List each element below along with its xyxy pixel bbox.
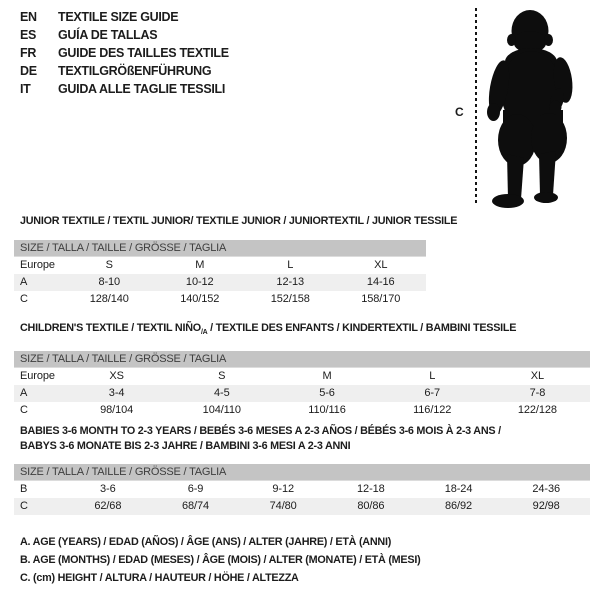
table-cell: S [105,258,113,271]
table-cell: 152/158 [270,292,310,305]
language-row-es [20,26,229,44]
children-table-row [14,385,590,402]
table-cell: 9-12 [272,483,294,495]
babies-table-row [14,481,590,498]
title-text: BABIES 3-6 MONTH TO 2-3 YEARS / BEBÉS 3-6 MESES A 2-3 AÑOS / BÉBÉS 3-6 MOIS À 2-3 ANS / [20,425,501,437]
legend-note-c: C. (cm) HEIGHT / ALTURA / HAUTEUR / HÖHE / ALTEZZA [20,572,299,584]
row-label: C [20,403,28,416]
junior-size-header-bar: SIZE / TALLA / TAILLE / GRÖSSE / TAGLIA [14,240,426,257]
table-cell: 18-24 [444,483,473,495]
table-cell: 10-12 [185,275,214,288]
children-size-header-bar: SIZE / TALLA / TAILLE / GRÖSSE / TAGLIA [14,351,590,368]
language-row-de [20,62,229,80]
table-cell: XL [374,258,388,271]
babies-textile-section [14,424,590,515]
table-cell: 62/68 [94,500,122,512]
children-table-row [14,402,590,419]
table-cell: M [322,369,332,382]
language-code: ES [20,28,37,42]
language-title-list [20,8,229,98]
baby-silhouette-image [477,2,593,214]
table-cell: 110/116 [308,403,346,416]
table-cell: XL [530,369,545,382]
table-cell: 158/170 [361,292,401,305]
height-marker-label: C [455,105,464,119]
row-label: Europe [20,258,55,271]
junior-title-line [20,215,458,229]
title-text: BABYS 3-6 MONATE BIS 2-3 JAHRE / BAMBINI 3-6 MESI A 2-3 ANNI [20,439,351,452]
language-guide-title: GUÍA DE TALLAS [58,28,158,42]
language-guide-title: TEXTILGRÖßENFÜHRUNG [58,64,212,78]
table-cell: 24-36 [532,483,561,495]
row-label: B [20,483,28,495]
table-cell: L [287,258,294,271]
language-code: IT [20,82,31,96]
legend-note-a: A. AGE (YEARS) / EDAD (AÑOS) / ÂGE (ANS) / ALTER (JAHRE) / ETÀ (ANNI) [20,536,392,548]
table-cell: 86/92 [445,500,473,512]
babies-table-row [14,498,590,515]
table-cell: 80/86 [357,500,385,512]
table-cell: XS [109,369,124,382]
table-cell: 98/104 [100,403,134,416]
table-cell: 104/110 [202,403,241,416]
children-table-row [14,368,590,385]
language-code: EN [20,10,37,24]
row-label: C [20,292,28,305]
language-row-en [20,8,229,26]
table-cell: 122/128 [517,403,557,416]
row-label: A [20,275,28,288]
junior-table-row [14,291,426,308]
language-row-fr [20,44,229,62]
table-cell: S [218,369,226,382]
babies-section-title [20,424,590,453]
table-cell: 6-9 [187,483,204,495]
table-cell: 92/98 [532,500,560,512]
table-cell: 68/74 [181,500,210,512]
children-section-title [20,322,590,340]
title-subscript: /A [200,329,208,337]
row-label: C [20,500,28,512]
language-guide-title: GUIDE DES TAILLES TEXTILE [58,46,229,60]
title-text: CHILDREN'S TEXTILE / TEXTIL NIÑO [20,322,201,334]
row-label: Europe [20,369,55,382]
table-cell: 74/80 [269,500,297,512]
table-cell: 8-10 [98,275,121,288]
table-cell: M [195,258,205,271]
language-row-it [20,80,229,98]
children-title-line [20,322,590,340]
table-cell: 7-8 [529,386,546,399]
legend-notes [20,533,420,587]
junior-table-row [14,257,426,274]
junior-textile-section [14,215,458,308]
babies-title-line [20,439,590,454]
junior-section-title [20,215,458,229]
language-code: FR [20,46,37,60]
language-guide-title: TEXTILE SIZE GUIDE [58,10,179,24]
table-cell: 4-5 [214,386,230,399]
children-textile-section [14,322,590,419]
table-cell: 3-6 [100,483,116,495]
table-cell: 5-6 [319,386,335,399]
table-cell: 116/122 [413,403,452,416]
babies-title-line [20,424,590,439]
legend-note-b: B. AGE (MONTHS) / EDAD (MESES) / ÂGE (MOIS) / ALTER (MONATE) / ETÀ (MESI) [20,554,421,566]
junior-table-row [14,274,426,291]
table-cell: 12-13 [276,275,305,288]
table-cell: 12-18 [357,483,385,495]
table-cell: 140/152 [180,292,220,305]
table-cell: 128/140 [89,292,129,305]
language-guide-title: GUIDA ALLE TAGLIE TESSILI [58,82,226,96]
table-cell: 14-16 [366,275,395,288]
title-text: / TEXTILE DES ENFANTS / KINDERTEXTIL / BAMBINI TESSILE [207,322,517,334]
table-cell: 6-7 [424,386,441,399]
title-text: JUNIOR TEXTILE / TEXTIL JUNIOR/ TEXTILE JUNIOR / JUNIORTEXTIL / JUNIOR TESSILE [20,215,458,227]
table-cell: L [429,369,436,382]
language-code: DE [20,64,37,78]
babies-size-header-bar: SIZE / TALLA / TAILLE / GRÖSSE / TAGLIA [14,464,590,481]
row-label: A [20,386,28,399]
table-cell: 3-4 [108,386,125,399]
